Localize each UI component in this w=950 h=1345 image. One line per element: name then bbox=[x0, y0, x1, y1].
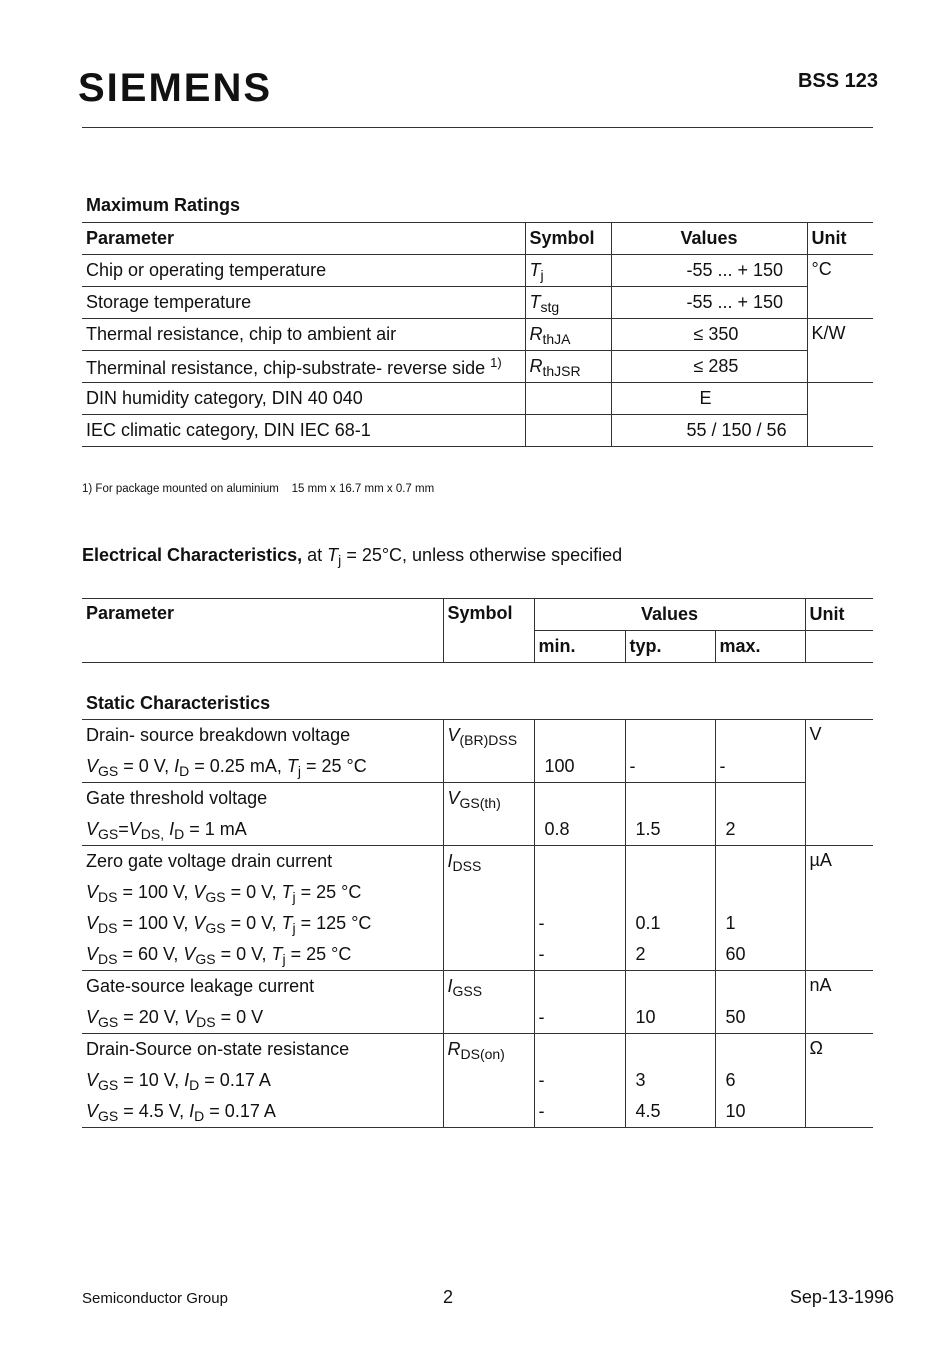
param-cell: Therminal resistance, chip-substrate- reverse side $^{1)}$ bbox=[86, 354, 502, 378]
col-symbol: Symbol bbox=[443, 599, 534, 663]
unit-cell: V bbox=[805, 720, 873, 846]
table-row bbox=[82, 415, 873, 447]
condition-cell: $V_{DS} = 100$ V, $V_{GS} = 0$ V, $T_j = 25$ °C bbox=[86, 882, 362, 905]
table-row bbox=[82, 751, 873, 783]
unit-cell: µA bbox=[805, 846, 873, 971]
symbol-cell: $I_{DSS}$ bbox=[443, 846, 534, 878]
col-symbol: Symbol bbox=[525, 223, 611, 255]
col-values: Values bbox=[534, 599, 805, 631]
max-cell: 1 bbox=[715, 908, 805, 939]
typ-cell: 4.5 bbox=[625, 1096, 715, 1128]
condition-cell: $V_{GS}=V_{DS,}$ $I_D = 1$ mA bbox=[86, 819, 247, 842]
table-row bbox=[82, 1034, 873, 1066]
min-cell: - bbox=[534, 1065, 625, 1096]
param-cell: DIN humidity category, DIN 40 040 bbox=[86, 388, 363, 408]
value-cell: 55 / 150 / 56 bbox=[611, 415, 807, 447]
electrical-title: Electrical Characteristics, at $T_j = 25^\circ C$, unless otherwise specified bbox=[82, 545, 623, 568]
symbol-cell bbox=[525, 383, 611, 415]
col-typ: typ. bbox=[625, 631, 715, 663]
max-ratings-title: Maximum Ratings bbox=[86, 195, 241, 215]
symbol-cell: $R_{thJA}$ bbox=[525, 319, 611, 351]
min-cell: - bbox=[534, 1096, 625, 1128]
max-cell: 50 bbox=[715, 1002, 805, 1034]
typ-cell: - bbox=[625, 751, 715, 783]
unit-cell: nA bbox=[805, 971, 873, 1034]
table-row bbox=[82, 939, 873, 971]
static-table bbox=[82, 719, 873, 1128]
value-cell: ≤ 350 bbox=[611, 319, 807, 351]
max-cell: - bbox=[715, 751, 805, 783]
footer-left: Semiconductor Group bbox=[82, 1290, 228, 1307]
param-cell: Storage temperature bbox=[86, 292, 252, 312]
value-cell: ≤ 285 bbox=[611, 351, 807, 383]
condition-cell: $V_{GS} = 10$ V, $I_D = 0.17$ A bbox=[86, 1070, 271, 1093]
table-row bbox=[82, 814, 873, 846]
symbol-cell: $T_j$ bbox=[525, 255, 611, 287]
max-cell: 2 bbox=[715, 814, 805, 846]
param-cell: Thermal resistance, chip to ambient air bbox=[86, 324, 397, 344]
param-cell: Drain- source breakdown voltage bbox=[86, 725, 351, 745]
symbol-cell: $V_{(BR)DSS}$ bbox=[443, 720, 534, 752]
param-cell: IEC climatic category, DIN IEC 68-1 bbox=[86, 420, 371, 440]
min-cell: - bbox=[534, 939, 625, 971]
value-cell: -55 ... + 150 bbox=[611, 287, 807, 319]
table-row bbox=[82, 783, 873, 815]
typ-cell: 3 bbox=[625, 1065, 715, 1096]
table-row bbox=[82, 846, 873, 878]
typ-cell: 1.5 bbox=[625, 814, 715, 846]
table-row bbox=[82, 1065, 873, 1096]
col-parameter: Parameter bbox=[82, 599, 443, 663]
col-values: Values bbox=[611, 223, 807, 255]
unit-cell bbox=[807, 383, 873, 447]
min-cell: 100 bbox=[534, 751, 625, 783]
param-cell: Gate-source leakage current bbox=[86, 976, 315, 996]
col-parameter: Parameter bbox=[86, 228, 175, 248]
param-cell: Zero gate voltage drain current bbox=[86, 851, 333, 871]
condition-cell: $V_{GS} = 0$ V, $I_D = 0.25$ mA, $T_j = 25$ °C bbox=[86, 756, 367, 779]
condition-cell: $V_{DS} = 100$ V, $V_{GS} = 0$ V, $T_j = 125$ °C bbox=[86, 913, 372, 936]
condition-cell: $V_{GS} = 20$ V, $V_{DS} = 0$ V bbox=[86, 1007, 264, 1030]
static-title: Static Characteristics bbox=[86, 693, 271, 713]
unit-cell: °C bbox=[807, 255, 873, 319]
max-cell: 10 bbox=[715, 1096, 805, 1128]
table-row bbox=[82, 720, 873, 752]
table-row bbox=[82, 971, 873, 1003]
min-cell: - bbox=[534, 908, 625, 939]
header-divider bbox=[82, 127, 873, 128]
col-max: max. bbox=[715, 631, 805, 663]
symbol-cell: $R_{DS(on)}$ bbox=[443, 1034, 534, 1066]
col-min: min. bbox=[534, 631, 625, 663]
table-row bbox=[82, 383, 873, 415]
table-row bbox=[82, 908, 873, 939]
min-cell: 0.8 bbox=[534, 814, 625, 846]
value-cell: E bbox=[611, 383, 807, 415]
table-row bbox=[82, 287, 873, 319]
param-cell: Drain-Source on-state resistance bbox=[86, 1039, 350, 1059]
electrical-header-table bbox=[82, 598, 873, 663]
symbol-cell: $T_{stg}$ bbox=[525, 287, 611, 319]
footnote: 1) For package mounted on aluminium 15 mm x 16.7 mm x 0.7 mm bbox=[82, 483, 435, 495]
typ-cell: 0.1 bbox=[625, 908, 715, 939]
min-cell: - bbox=[534, 1002, 625, 1034]
symbol-cell bbox=[525, 415, 611, 447]
footer-date: Sep-13-1996 bbox=[789, 1287, 894, 1307]
typ-cell: 10 bbox=[625, 1002, 715, 1034]
unit-cell: Ω bbox=[805, 1034, 873, 1128]
table-row bbox=[82, 1096, 873, 1128]
condition-cell: $V_{DS} = 60$ V, $V_{GS} = 0$ V, $T_j = 25$ °C bbox=[86, 944, 352, 967]
symbol-cell: $R_{thJSR}$ bbox=[525, 351, 611, 383]
part-number: BSS 123 bbox=[797, 70, 878, 92]
max-cell: 6 bbox=[715, 1065, 805, 1096]
page-number: 2 bbox=[443, 1287, 454, 1307]
table-row bbox=[82, 255, 873, 287]
typ-cell: 2 bbox=[625, 939, 715, 971]
symbol-cell: $I_{GSS}$ bbox=[443, 971, 534, 1003]
condition-cell: $V_{GS} = 4.5$ V, $I_D = 0.17$ A bbox=[86, 1101, 276, 1124]
unit-cell: K/W bbox=[807, 319, 873, 383]
value-cell: -55 ... + 150 bbox=[611, 255, 807, 287]
table-row bbox=[82, 319, 873, 351]
symbol-cell: $V_{GS(th)}$ bbox=[443, 783, 534, 815]
max-cell: 60 bbox=[715, 939, 805, 971]
table-row bbox=[82, 351, 873, 383]
siemens-logo: SIEMENS bbox=[78, 66, 273, 110]
table-row bbox=[82, 1002, 873, 1034]
col-unit: Unit bbox=[805, 599, 873, 631]
col-unit-empty bbox=[805, 631, 873, 663]
param-cell: Gate threshold voltage bbox=[86, 788, 268, 808]
max-ratings-table bbox=[82, 222, 873, 447]
param-cell: Chip or operating temperature bbox=[86, 260, 327, 280]
col-unit: Unit bbox=[807, 223, 873, 255]
table-row bbox=[82, 877, 873, 908]
